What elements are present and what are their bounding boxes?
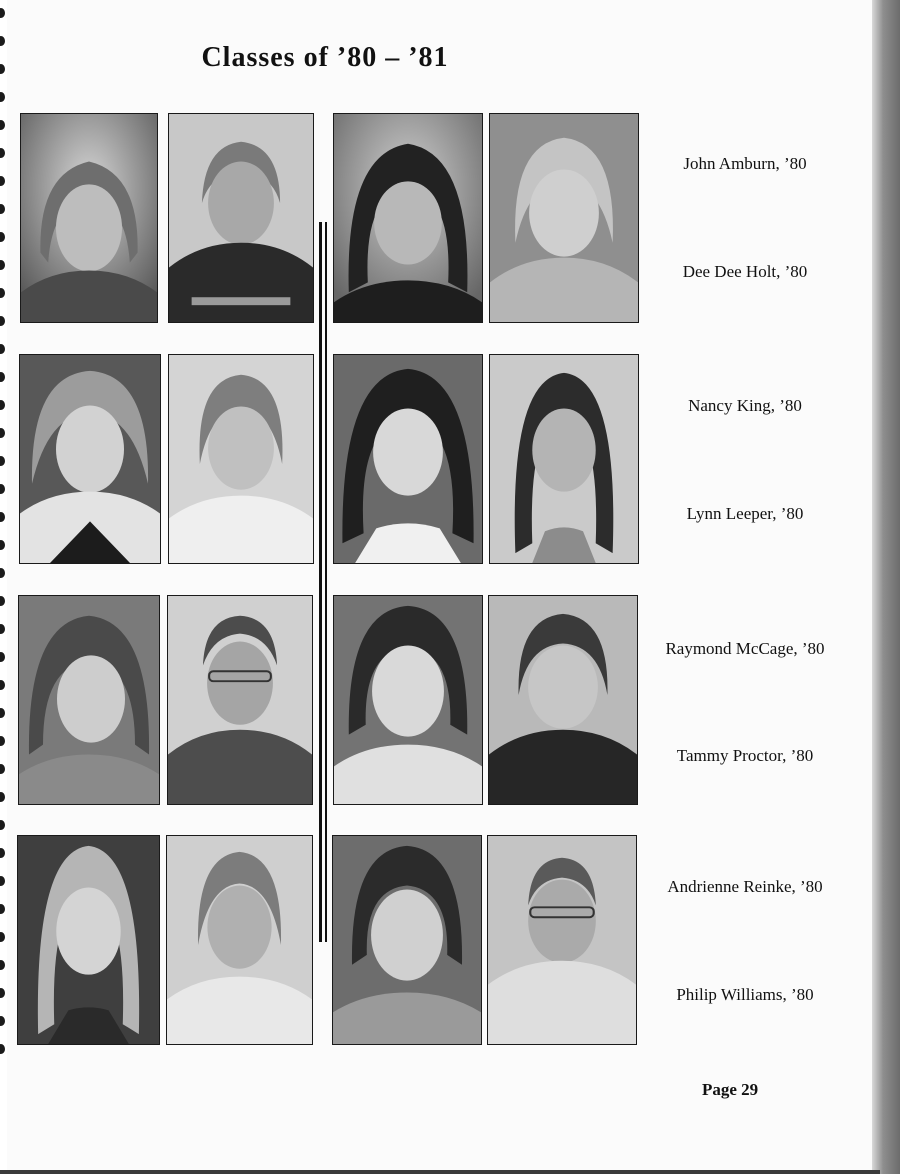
portrait-photo-icon [18,836,159,1044]
page-title: Classes of ’80 – ’81 [201,42,449,73]
portrait-photo-dee-dee-then [333,113,483,323]
portrait-photo-icon [489,596,637,804]
portrait-photo-icon [169,355,313,563]
portrait-photo-icon [21,114,157,322]
portrait-photo-philip-now [487,835,637,1045]
portrait-photo-icon [167,836,312,1044]
page-number: Page 29 [702,1080,759,1099]
portrait-photo-icon [169,114,313,322]
portrait-photo-lynn-now [489,354,639,564]
caption-name: Tammy Proctor, ’80 [676,746,814,765]
portrait-photo-raymond-then [18,595,160,805]
portrait-photo-raymond-now [167,595,313,805]
caption-name: Lynn Leeper, ’80 [686,504,804,523]
caption-name: Philip Williams, ’80 [676,985,814,1004]
portrait-photo-icon [333,836,481,1044]
portrait-photo-dee-dee-now [489,113,639,323]
portrait-photo-icon [490,355,638,563]
caption-name: Dee Dee Holt, ’80 [682,262,808,281]
portrait-photo-nancy-now [168,354,314,564]
portrait-photo-icon [334,596,482,804]
portrait-photo-icon [490,114,638,322]
portrait-photo-icon [488,836,636,1044]
portrait-photo-tammy-now [488,595,638,805]
portrait-photo-tammy-then [333,595,483,805]
portrait-photo-icon [19,596,159,804]
portrait-photo-john-then [20,113,158,323]
portrait-photo-john-now [168,113,314,323]
caption-name: Raymond McCage, ’80 [665,639,825,658]
portrait-photo-philip-then [332,835,482,1045]
portrait-photo-nancy-then [19,354,161,564]
caption-name: Nancy King, ’80 [688,396,802,415]
portrait-photo-andrienne-then [17,835,160,1045]
column-divider [319,222,329,942]
caption-name: Andrienne Reinke, ’80 [667,877,823,896]
portrait-photo-icon [168,596,312,804]
portrait-photo-icon [20,355,160,563]
portrait-photo-lynn-then [333,354,483,564]
scan-shadow-edge [872,0,900,1174]
portrait-photo-andrienne-now [166,835,313,1045]
scan-bottom-edge [0,1170,880,1174]
portrait-photo-icon [334,355,482,563]
caption-name: John Amburn, ’80 [683,154,807,173]
portrait-photo-icon [334,114,482,322]
